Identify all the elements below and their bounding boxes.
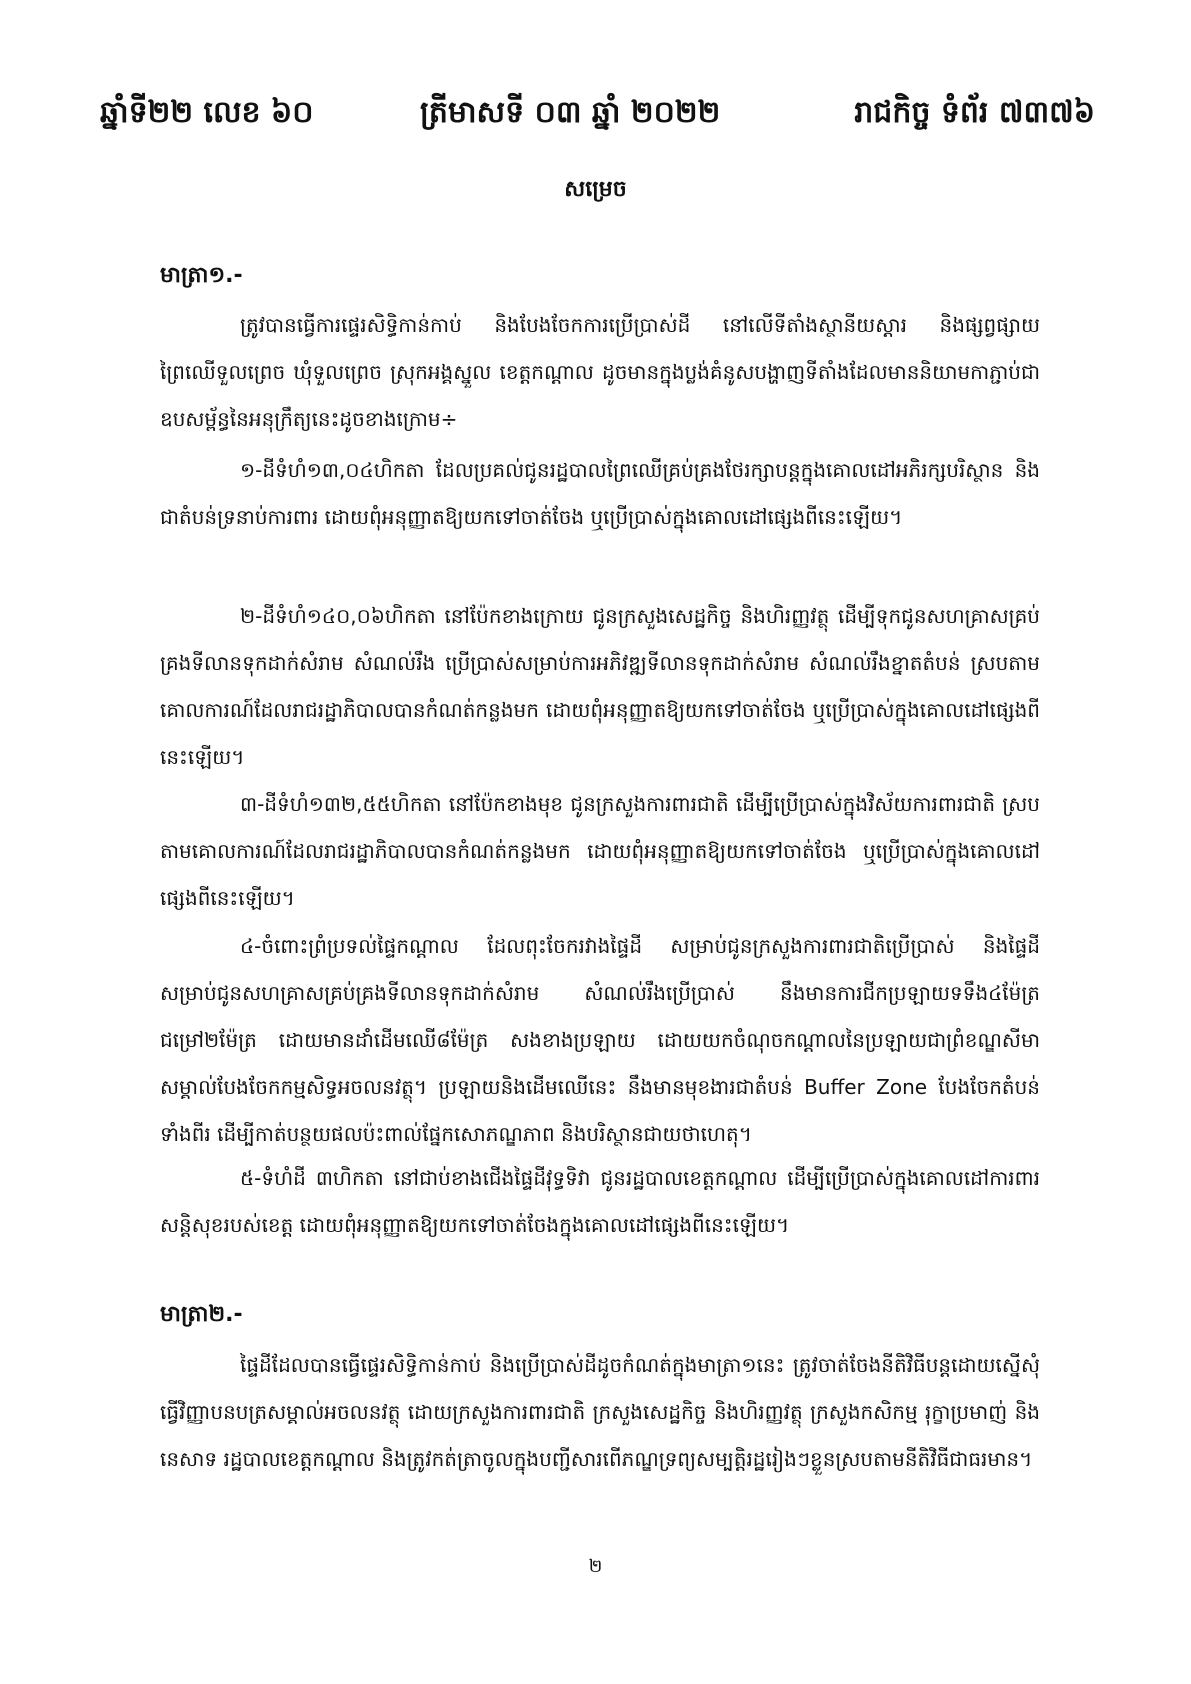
article-1-item-4: ៤-ចំពោះព្រំប្រទល់ផ្ទៃកណ្តាល ដែលពុះចែករវាងផ្ទៃដី សម្រាប់ជូនក្រសួងការពារជាតិប្រើប្រាស់ និងផ្ទៃដីសម្រាប់ជូនសហគ្រាសគ្រប់គ្រងទីលានទុកដាក់សំរាម សំណល់រឹងប្រើប្រាស់ នឹងមានការជីកប្រឡាយទទឹង៤ម៉ែត្រ ជម្រៅ២ម៉ែត្រ ដោយមានដាំដើមឈើ៨ម៉ែត្រ សងខាងប្រឡាយ ដោយយកចំណុចកណ្តាលនៃប្រឡាយជាព្រំខណ្ឌសីមាសម្គាល់បែងចែកកម្មសិទ្ធអចលនវត្ថុ។ ប្រឡាយនិងដើមឈើនេះ នឹងមានមុខងារជាតំបន់ Buffer Zone បែងចែកតំបន់ទាំងពីរ ដើម្បីកាត់បន្ថយផលប៉ះពាល់ផ្នែកសោភណ្ឌភាព និងបរិស្ថានជាយថាហេតុ។ (160, 934, 1040, 1146)
article-1-intro: ត្រូវបានធ្វើការផ្ទេរសិទ្ធិកាន់កាប់ និងបែងចែកការប្រើប្រាស់ដី នៅលើទីតាំងស្ថានីយស្តារ និងផ្សព្វផ្សាយព្រៃឈើទួលព្រេច ឃុំទួលព្រេច ស្រុកអង្គស្នួល ខេត្តកណ្តាល ដូចមានក្នុងប្លង់គំនូសបង្ហាញទីតាំងដែលមាននិយាមកាភ្ជាប់ជាឧបសម្ព័ន្ធនៃអនុក្រឹត្យនេះដូចខាងក្រោម÷ (160, 313, 1040, 431)
header-quarter: ត្រីមាសទី ០៣ ឆ្នាំ ២០២២ (420, 95, 721, 130)
header-year-issue: ឆ្នាំទី២២ លេខ ៦០ (100, 95, 314, 130)
article-1-label: មាត្រា១.- (160, 263, 243, 288)
header-gazette-page: រាជកិច្ច ទំព័រ ៧៣៧៦ (854, 95, 1095, 130)
article-2-text: ផ្ទៃដីដែលបានធ្វើផ្ទេរសិទ្ធិកាន់កាប់ និងប្រើប្រាស់ដីដូចកំណត់ក្នុងមាត្រា១នេះ ត្រូវចាត់ចែងនីតិវិធីបន្តដោយស្នើសុំធ្វើវិញ្ញាបនបត្រសម្គាល់អចលនវត្ថុ ដោយក្រសួងការពារជាតិ ក្រសួងសេដ្ឋកិច្ច និងហិរញ្ញវត្ថុ ក្រសួងកសិកម្ម រុក្ខាប្រមាញ់ និងនេសាទ រដ្ឋបាលខេត្តកណ្តាល និងត្រូវកត់ត្រាចូលក្នុងបញ្ជីសារពើភណ្ឌទ្រព្យសម្បត្តិរដ្ឋរៀងៗខ្លួនស្របតាមនីតិវិធីជាធរមាន។ (160, 1353, 1040, 1471)
page-header (100, 88, 1095, 138)
article-1-item-1: ១-ដីទំហំ១៣,០៤ហិកតា ដែលប្រគល់ជូនរដ្ឋបាលព្រៃឈើគ្រប់គ្រងថែរក្សាបន្តក្នុងគោលដៅអភិរក្សបរិស្ថាន និងជាតំបន់ទ្រនាប់ការពារ ដោយពុំអនុញ្ញាតឱ្យយកទៅចាត់ចែង ឬប្រើប្រាស់ក្នុងគោលដៅផ្សេងពីនេះឡើយ។ (160, 458, 1040, 529)
article-2-label: មាត្រា២.- (160, 1302, 243, 1327)
decision-title: សម្រេច (564, 177, 627, 202)
article-1-item-5: ៥-ទំហំដី ៣ហិកតា នៅជាប់ខាងជើងផ្ទៃដីវុទ្ធទិវា ជូនរដ្ឋបាលខេត្តកណ្តាល ដើម្បីប្រើប្រាស់ក្នុងគោលដៅការពារសន្តិសុខរបស់ខេត្ត ដោយពុំអនុញ្ញាតឱ្យយកទៅចាត់ចែងក្នុងគោលដៅផ្សេងពីនេះឡើយ។ (160, 1166, 1040, 1237)
page-number: ២ (588, 1556, 603, 1577)
article-1-item-2: ២-ដីទំហំ១៤០,០៦ហិកតា នៅប៉ែកខាងក្រោយ ជូនក្រសួងសេដ្ឋកិច្ច និងហិរញ្ញវត្ថុ ដើម្បីទុកជូនសហគ្រាសគ្រប់គ្រងទីលានទុកដាក់សំរាម សំណល់រឹង ប្រើប្រាស់សម្រាប់ការអភិវឌ្ឍទីលានទុកដាក់សំរាម សំណល់រឹងខ្នាតតំបន់ ស្របតាមគោលការណ៍ដែលរាជរដ្ឋាភិបាលបានកំណត់កន្លងមក ដោយពុំអនុញ្ញាតឱ្យយកទៅចាត់ចែង ឬប្រើប្រាស់ក្នុងគោលដៅផ្សេងពីនេះឡើយ។ (160, 604, 1040, 769)
article-1-item-3: ៣-ដីទំហំ១៣២,៥៥ហិកតា នៅប៉ែកខាងមុខ ជូនក្រសួងការពារជាតិ ដើម្បីប្រើប្រាស់ក្នុងវិស័យការពារជាតិ ស្របតាមគោលការណ៍ដែលរាជរដ្ឋាភិបាលបានកំណត់កន្លងមក ដោយពុំអនុញ្ញាតឱ្យយកទៅចាត់ចែង ឬប្រើប្រាស់ក្នុងគោលដៅផ្សេងពីនេះឡើយ។ (160, 792, 1040, 910)
